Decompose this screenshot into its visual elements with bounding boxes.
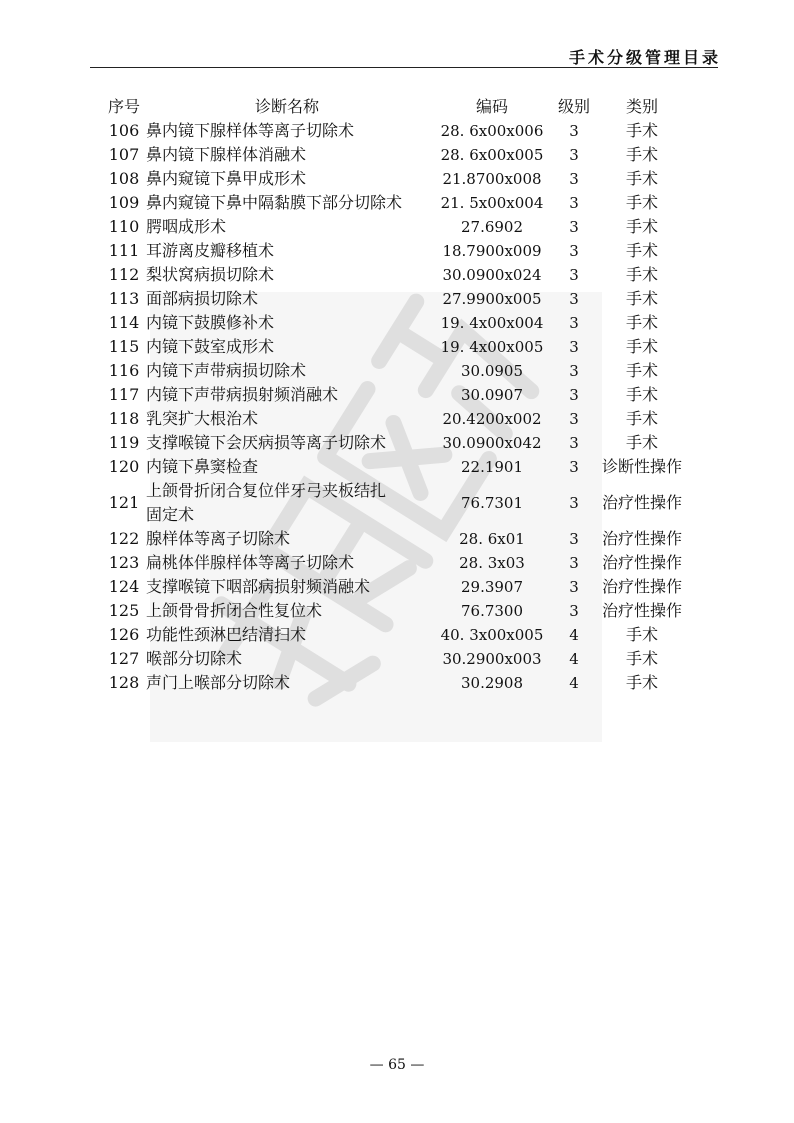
category-cell: 手术 (625, 337, 658, 356)
level-cell: 3 (569, 554, 579, 572)
level-cell: 3 (569, 242, 579, 260)
code-cell: 40. 3x00x005 (440, 626, 544, 644)
procedure-name-cell: 功能性颈淋巴结清扫术 (146, 625, 307, 644)
level-cell: 3 (569, 194, 579, 212)
table-row (102, 647, 692, 671)
code-cell: 18.7900x009 (442, 242, 542, 260)
category-cell: 治疗性操作 (601, 577, 682, 596)
code-cell: 27.6902 (460, 218, 524, 236)
row-number-cell: 118 (108, 409, 140, 428)
table-row (102, 527, 692, 551)
category-cell: 手术 (625, 361, 658, 380)
category-cell: 手术 (625, 217, 658, 236)
level-cell: 4 (569, 650, 579, 668)
category-cell: 手术 (625, 169, 658, 188)
level-cell: 3 (569, 266, 579, 284)
category-cell: 手术 (625, 121, 658, 140)
table-header (102, 95, 692, 119)
code-cell: 76.7300 (460, 602, 524, 620)
procedure-name-cell: 内镜下鼻窦检查 (146, 457, 259, 476)
table-row (102, 407, 692, 431)
column-header-category: 类别 (625, 97, 658, 116)
row-number-cell: 123 (108, 553, 140, 572)
category-cell: 治疗性操作 (601, 493, 682, 512)
row-number-cell: 127 (108, 649, 140, 668)
level-cell: 3 (569, 494, 579, 512)
level-cell: 3 (569, 362, 579, 380)
row-number-cell: 115 (108, 337, 140, 356)
row-number-cell: 109 (108, 193, 140, 212)
table-row (102, 287, 692, 311)
category-cell: 治疗性操作 (601, 529, 682, 548)
table-row (102, 167, 692, 191)
header-divider (90, 67, 718, 68)
column-header-level: 级别 (557, 97, 590, 116)
level-cell: 4 (569, 674, 579, 692)
row-number-cell: 122 (108, 529, 140, 548)
table-row (102, 215, 692, 239)
code-cell: 30.0900x024 (442, 266, 542, 284)
procedure-name-cell: 内镜下鼓膜修补术 (146, 313, 275, 332)
procedure-name-cell: 声门上喉部分切除术 (146, 673, 291, 692)
code-cell: 19. 4x00x005 (440, 338, 544, 356)
category-cell: 诊断性操作 (601, 457, 682, 476)
row-number-cell: 107 (108, 145, 140, 164)
row-number-cell: 114 (108, 313, 140, 332)
level-cell: 3 (569, 386, 579, 404)
procedure-name-cell: 乳突扩大根治术 (146, 409, 259, 428)
table-row (102, 359, 692, 383)
code-cell: 30.2900x003 (442, 650, 542, 668)
table-row (102, 335, 692, 359)
table-row (102, 575, 692, 599)
code-cell: 21.8700x008 (442, 170, 542, 188)
procedure-name-cell: 鼻内窥镜下鼻甲成形术 (146, 169, 307, 188)
table-row (102, 383, 692, 407)
level-cell: 3 (569, 290, 579, 308)
row-number-cell: 124 (108, 577, 140, 596)
procedure-name-cell: 内镜下声带病损射频消融术 (146, 385, 339, 404)
procedure-name-cell: 鼻内窥镜下鼻中隔黏膜下部分切除术 (146, 193, 403, 212)
page-number: — 65 — (369, 1057, 425, 1073)
surgery-catalog-table (102, 95, 692, 695)
row-number-cell: 128 (108, 673, 140, 692)
category-cell: 治疗性操作 (601, 601, 682, 620)
table-row (102, 311, 692, 335)
code-cell: 28. 6x01 (459, 530, 525, 548)
category-cell: 手术 (625, 409, 658, 428)
level-cell: 3 (569, 314, 579, 332)
category-cell: 手术 (625, 241, 658, 260)
procedure-name-cell: 耳游离皮瓣移植术 (146, 241, 275, 260)
code-cell: 19. 4x00x004 (440, 314, 544, 332)
level-cell: 3 (569, 170, 579, 188)
table-row (102, 479, 692, 527)
category-cell: 手术 (625, 289, 658, 308)
row-number-cell: 119 (108, 433, 140, 452)
procedure-name-cell: 面部病损切除术 (146, 289, 259, 308)
table-row (102, 263, 692, 287)
column-header-code: 编码 (475, 97, 508, 116)
row-number-cell: 126 (108, 625, 140, 644)
category-cell: 手术 (625, 265, 658, 284)
table-row (102, 671, 692, 695)
code-cell: 30.0907 (460, 386, 524, 404)
row-number-cell: 116 (108, 361, 140, 380)
category-cell: 手术 (625, 433, 658, 452)
table-row (102, 239, 692, 263)
code-cell: 29.3907 (460, 578, 524, 596)
row-number-cell: 113 (108, 289, 140, 308)
table-body (102, 119, 692, 695)
procedure-name-cell: 内镜下鼓室成形术 (146, 337, 275, 356)
table-row (102, 431, 692, 455)
level-cell: 4 (569, 626, 579, 644)
procedure-name-cell: 鼻内镜下腺样体等离子切除术 (146, 121, 355, 140)
table-row (102, 143, 692, 167)
table-header-row (102, 95, 692, 119)
row-number-cell: 120 (108, 457, 140, 476)
level-cell: 3 (569, 410, 579, 428)
procedure-name-cell: 支撑喉镜下咽部病损射频消融术 (146, 577, 371, 596)
row-number-cell: 106 (108, 121, 140, 140)
procedure-name-cell: 喉部分切除术 (146, 649, 243, 668)
level-cell: 3 (569, 578, 579, 596)
procedure-name-cell: 扁桃体伴腺样体等离子切除术 (146, 553, 355, 572)
row-number-cell: 108 (108, 169, 140, 188)
code-cell: 76.7301 (460, 494, 524, 512)
code-cell: 30.0900x042 (442, 434, 542, 452)
category-cell: 手术 (625, 313, 658, 332)
procedure-name-cell: 上颌骨骨折闭合性复位术 (146, 601, 323, 620)
table-row (102, 551, 692, 575)
row-number-cell: 117 (108, 385, 140, 404)
code-cell: 28. 3x03 (459, 554, 525, 572)
table-row (102, 599, 692, 623)
page-header-title: 手术分级管理目录 (568, 48, 721, 67)
table-row (102, 623, 692, 647)
code-cell: 20.4200x002 (442, 410, 542, 428)
code-cell: 22.1901 (460, 458, 524, 476)
category-cell: 手术 (625, 649, 658, 668)
row-number-cell: 111 (108, 241, 140, 260)
category-cell: 手术 (625, 193, 658, 212)
code-cell: 28. 6x00x006 (440, 122, 544, 140)
category-cell: 手术 (625, 145, 658, 164)
column-header-name: 诊断名称 (254, 97, 319, 116)
level-cell: 3 (569, 218, 579, 236)
level-cell: 3 (569, 530, 579, 548)
table-row (102, 119, 692, 143)
row-number-cell: 125 (108, 601, 140, 620)
table-row (102, 455, 692, 479)
category-cell: 治疗性操作 (601, 553, 682, 572)
level-cell: 3 (569, 146, 579, 164)
procedure-name-cell: 腭咽成形术 (146, 217, 227, 236)
procedure-name-cell: 支撑喉镜下会厌病损等离子切除术 (146, 433, 387, 452)
procedure-name-cell: 上颌骨折闭合复位伴牙弓夹板结扎 固定术 (146, 481, 387, 524)
code-cell: 27.9900x005 (442, 290, 542, 308)
level-cell: 3 (569, 338, 579, 356)
procedure-name-cell: 梨状窝病损切除术 (146, 265, 275, 284)
category-cell: 手术 (625, 385, 658, 404)
code-cell: 28. 6x00x005 (440, 146, 544, 164)
code-cell: 21. 5x00x004 (440, 194, 544, 212)
level-cell: 3 (569, 434, 579, 452)
procedure-name-cell: 内镜下声带病损切除术 (146, 361, 307, 380)
row-number-cell: 110 (108, 217, 140, 236)
category-cell: 手术 (625, 673, 658, 692)
row-number-cell: 112 (108, 265, 140, 284)
row-number-cell: 121 (108, 493, 140, 512)
level-cell: 3 (569, 122, 579, 140)
level-cell: 3 (569, 602, 579, 620)
column-header-number: 序号 (107, 97, 140, 116)
procedure-name-cell: 鼻内镜下腺样体消融术 (146, 145, 307, 164)
category-cell: 手术 (625, 625, 658, 644)
procedure-name-cell: 腺样体等离子切除术 (146, 529, 291, 548)
table-row (102, 191, 692, 215)
code-cell: 30.2908 (460, 674, 524, 692)
code-cell: 30.0905 (460, 362, 524, 380)
level-cell: 3 (569, 458, 579, 476)
